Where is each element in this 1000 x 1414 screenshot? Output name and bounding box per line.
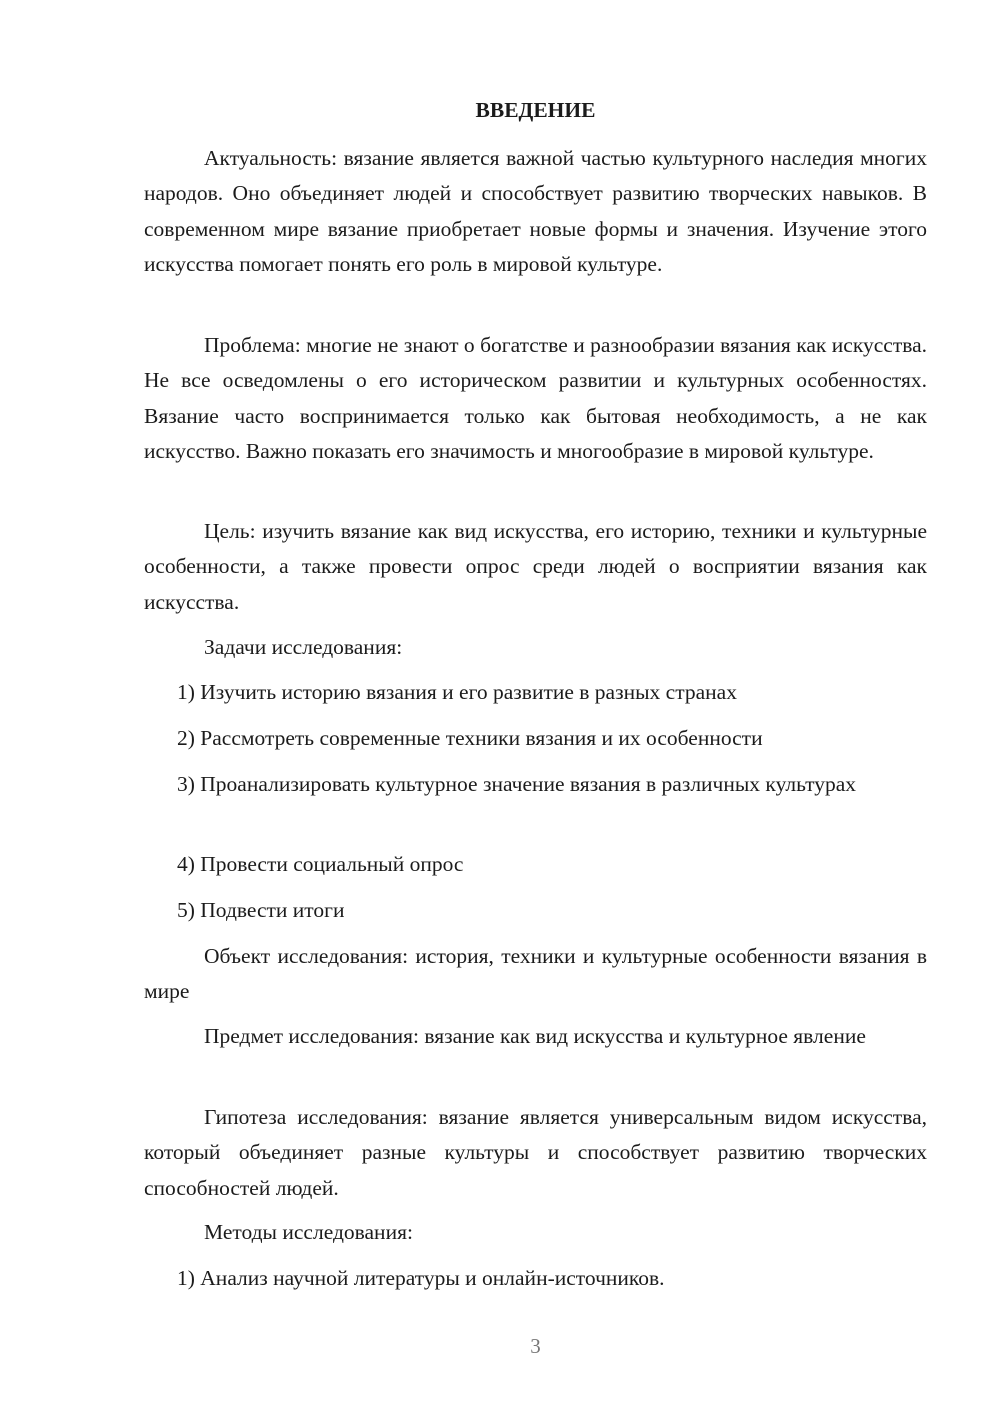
tasks-heading: Задачи исследования: bbox=[204, 635, 403, 659]
page-title: ВВЕДЕНИЕ bbox=[475, 98, 596, 122]
paragraph-hypothesis: Гипотеза исследования: вязание является универсальным видом искусства, который объединяет разные культуры и способствует развитию творческих способностей людей. bbox=[144, 1105, 927, 1200]
task-item-1: 1) Изучить историю вязания и его развитие в разных странах bbox=[177, 680, 737, 704]
task-item-4: 4) Провести социальный опрос bbox=[177, 852, 464, 876]
paragraph-goal: Цель: изучить вязание как вид искусства, его историю, техники и культурные особенности, а также провести опрос среди людей о восприятии вязания как искусства. bbox=[144, 519, 927, 614]
task-item-3: 3) Проанализировать культурное значение вязания в различных культурах bbox=[177, 772, 857, 796]
task-item-2: 2) Рассмотреть современные техники вязания и их особенности bbox=[177, 726, 763, 750]
page-number: 3 bbox=[530, 1334, 541, 1358]
paragraph-problem: Проблема: многие не знают о богатстве и разнообразии вязания как искусства. Не все осведомлены о его историческом развитии и культурных особенностях. Вязание часто воспринимается только как бытовая необходимость, а не как искусство. Важно показать его значимость и многообразие в мировой культуре. bbox=[144, 333, 927, 463]
paragraph-subject: Предмет исследования: вязание как вид искусства и культурное явление bbox=[204, 1024, 866, 1048]
paragraph-object: Объект исследования: история, техники и культурные особенности вязания в мире bbox=[144, 944, 927, 1004]
methods-heading: Методы исследования: bbox=[204, 1220, 413, 1244]
task-item-5: 5) Подвести итоги bbox=[177, 898, 345, 922]
paragraph-relevance: Актуальность: вязание является важной частью культурного наследия многих народов. Оно объединяет людей и способствует развитию творческих навыков. В современном мире вязание приобретает новые формы и значения. Изучение этого искусства помогает понять его роль в мировой культуре. bbox=[144, 146, 927, 276]
method-item-1: 1) Анализ научной литературы и онлайн-источников. bbox=[177, 1266, 665, 1290]
